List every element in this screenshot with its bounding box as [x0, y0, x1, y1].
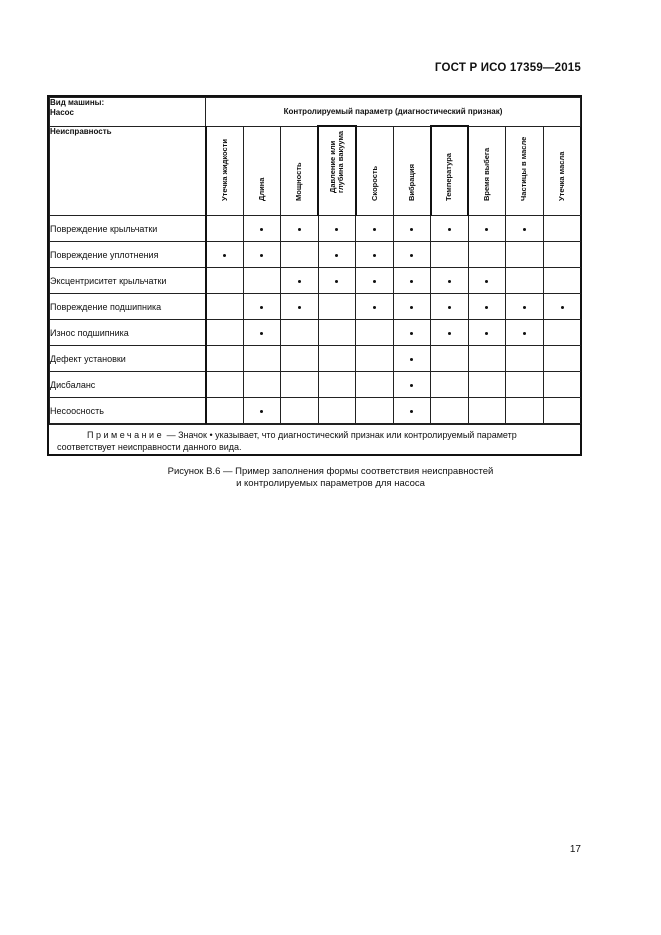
- table-row: [50, 320, 581, 346]
- mark-cell: [506, 372, 544, 398]
- mark-cell: [393, 242, 431, 268]
- mark-cell: [318, 398, 356, 424]
- mark-cell: [431, 216, 469, 242]
- mark-cell: [393, 398, 431, 424]
- fault-name: Дисбаланс: [50, 372, 206, 398]
- mark-cell: [243, 268, 281, 294]
- fault-name: Повреждение подшипника: [50, 294, 206, 320]
- mark-cell: [318, 268, 356, 294]
- param-label: Скорость: [369, 165, 379, 201]
- bullet-mark-icon: [373, 306, 376, 309]
- bullet-mark-icon: [523, 228, 526, 231]
- bullet-mark-icon: [448, 280, 451, 283]
- table-row: [50, 242, 581, 268]
- mark-cell: [506, 398, 544, 424]
- param-label: Длина: [256, 177, 266, 201]
- bullet-mark-icon: [410, 358, 413, 361]
- mark-cell: [206, 268, 244, 294]
- table-note: [49, 424, 580, 454]
- param-header: [243, 126, 281, 216]
- mark-cell: [468, 294, 506, 320]
- bullet-mark-icon: [448, 228, 451, 231]
- bullet-mark-icon: [523, 306, 526, 309]
- param-header: [431, 126, 469, 216]
- mark-cell: [318, 372, 356, 398]
- mark-cell: [543, 372, 581, 398]
- mark-cell: [431, 242, 469, 268]
- mark-cell: [393, 294, 431, 320]
- mark-cell: [243, 398, 281, 424]
- mark-cell: [506, 242, 544, 268]
- bullet-mark-icon: [373, 228, 376, 231]
- fault-name: Повреждение крыльчатки: [50, 216, 206, 242]
- bullet-mark-icon: [410, 280, 413, 283]
- mark-cell: [281, 346, 319, 372]
- bullet-mark-icon: [448, 306, 451, 309]
- bullet-mark-icon: [448, 332, 451, 335]
- mark-cell: [393, 346, 431, 372]
- param-label: Утечка масла: [557, 151, 567, 201]
- table-row: [50, 268, 581, 294]
- bullet-mark-icon: [485, 280, 488, 283]
- mark-cell: [243, 294, 281, 320]
- mark-cell: [468, 372, 506, 398]
- page-number: 17: [569, 844, 581, 855]
- mark-cell: [281, 294, 319, 320]
- mark-cell: [506, 268, 544, 294]
- param-label: Частицы в масле: [519, 136, 529, 201]
- mark-cell: [356, 216, 394, 242]
- mark-cell: [543, 320, 581, 346]
- mark-cell: [281, 320, 319, 346]
- mark-cell: [393, 320, 431, 346]
- mark-cell: [318, 242, 356, 268]
- bullet-mark-icon: [410, 410, 413, 413]
- bullet-mark-icon: [485, 332, 488, 335]
- bullet-mark-icon: [223, 254, 226, 257]
- table-row: [50, 398, 581, 424]
- mark-cell: [281, 372, 319, 398]
- table-row: [50, 294, 581, 320]
- mark-cell: [206, 320, 244, 346]
- param-header: [468, 126, 506, 216]
- table-row: [50, 372, 581, 398]
- param-header: [393, 126, 431, 216]
- bullet-mark-icon: [410, 254, 413, 257]
- mark-cell: [393, 268, 431, 294]
- param-header: [506, 126, 544, 216]
- mark-cell: [468, 320, 506, 346]
- bullet-mark-icon: [260, 410, 263, 413]
- mark-cell: [506, 216, 544, 242]
- mark-cell: [206, 398, 244, 424]
- mark-cell: [431, 346, 469, 372]
- bullet-mark-icon: [260, 332, 263, 335]
- mark-cell: [243, 216, 281, 242]
- param-header: [206, 126, 244, 216]
- table-row: [50, 216, 581, 242]
- table-row: [50, 346, 581, 372]
- mark-cell: [468, 398, 506, 424]
- mark-cell: [318, 294, 356, 320]
- caption-line-1: Рисунок В.6 — Пример заполнения формы соответствия неисправностей: [167, 466, 494, 477]
- param-label: Вибрация: [406, 163, 416, 201]
- bullet-mark-icon: [335, 280, 338, 283]
- mark-cell: [206, 242, 244, 268]
- fault-name: Эксцентриситет крыльчатки: [50, 268, 206, 294]
- mark-cell: [281, 216, 319, 242]
- param-label: Мощность: [294, 162, 303, 201]
- bullet-mark-icon: [298, 280, 301, 283]
- param-label: Время выбега: [482, 147, 491, 201]
- mark-cell: [356, 320, 394, 346]
- bullet-mark-icon: [260, 254, 263, 257]
- bullet-mark-icon: [298, 228, 301, 231]
- mark-cell: [318, 320, 356, 346]
- mark-cell: [431, 398, 469, 424]
- bullet-mark-icon: [373, 280, 376, 283]
- fault-parameter-table-frame: [47, 95, 582, 456]
- mark-cell: [468, 268, 506, 294]
- mark-cell: [281, 242, 319, 268]
- mark-cell: [431, 372, 469, 398]
- fault-parameter-table: [49, 97, 581, 424]
- mark-cell: [206, 216, 244, 242]
- mark-cell: [243, 320, 281, 346]
- mark-cell: [468, 242, 506, 268]
- param-label: Утечка жидкости: [219, 139, 229, 201]
- bullet-mark-icon: [260, 228, 263, 231]
- fault-name: Повреждение уплотнения: [50, 242, 206, 268]
- bullet-mark-icon: [373, 254, 376, 257]
- mark-cell: [243, 346, 281, 372]
- mark-cell: [506, 346, 544, 372]
- mark-cell: [206, 346, 244, 372]
- param-header: [281, 126, 319, 216]
- mark-cell: [543, 242, 581, 268]
- bullet-mark-icon: [335, 228, 338, 231]
- mark-cell: [206, 294, 244, 320]
- mark-cell: [356, 346, 394, 372]
- params-group-header: Контролируемый параметр (диагностический признак): [206, 98, 581, 127]
- mark-cell: [393, 216, 431, 242]
- mark-cell: [243, 242, 281, 268]
- bullet-mark-icon: [410, 332, 413, 335]
- fault-name: Износ подшипника: [50, 320, 206, 346]
- bullet-mark-icon: [298, 306, 301, 309]
- mark-cell: [356, 268, 394, 294]
- mark-cell: [281, 268, 319, 294]
- machine-type-label: Вид машины:: [50, 98, 105, 107]
- mark-cell: [243, 372, 281, 398]
- mark-cell: [543, 346, 581, 372]
- fault-name: Несоосность: [50, 398, 206, 424]
- caption-line-2: и контролируемых параметров для насоса: [236, 478, 425, 489]
- bullet-mark-icon: [410, 228, 413, 231]
- param-header: [543, 126, 581, 216]
- bullet-mark-icon: [335, 254, 338, 257]
- mark-cell: [543, 398, 581, 424]
- mark-cell: [281, 398, 319, 424]
- mark-cell: [356, 372, 394, 398]
- mark-cell: [206, 372, 244, 398]
- mark-cell: [431, 320, 469, 346]
- param-header: [356, 126, 394, 216]
- mark-cell: [506, 294, 544, 320]
- mark-cell: [431, 268, 469, 294]
- fault-name: Дефект установки: [50, 346, 206, 372]
- mark-cell: [468, 346, 506, 372]
- bullet-mark-icon: [260, 306, 263, 309]
- mark-cell: [431, 294, 469, 320]
- mark-cell: [318, 216, 356, 242]
- mark-cell: [318, 346, 356, 372]
- mark-cell: [356, 242, 394, 268]
- bullet-mark-icon: [410, 384, 413, 387]
- fault-rows: [50, 216, 581, 424]
- bullet-mark-icon: [485, 228, 488, 231]
- mark-cell: [543, 294, 581, 320]
- machine-type-value: Насос: [50, 108, 74, 117]
- param-header: [318, 126, 356, 216]
- mark-cell: [543, 216, 581, 242]
- machine-type-cell: [50, 98, 206, 127]
- fault-column-header: Неисправность: [50, 126, 206, 216]
- figure-caption: [0, 466, 661, 490]
- mark-cell: [543, 268, 581, 294]
- bullet-mark-icon: [410, 306, 413, 309]
- bullet-mark-icon: [523, 332, 526, 335]
- mark-cell: [468, 216, 506, 242]
- mark-cell: [506, 320, 544, 346]
- note-text: — Значок • указывает, что диагностический признак или контролируемый параметр соответствует неисправности данного вида.: [57, 430, 517, 452]
- standard-header: ГОСТ Р ИСО 17359—2015: [434, 62, 581, 74]
- param-label: Температура: [444, 153, 454, 201]
- bullet-mark-icon: [485, 306, 488, 309]
- bullet-mark-icon: [561, 306, 564, 309]
- mark-cell: [393, 372, 431, 398]
- param-label: Давление или глубина вакуума: [327, 130, 345, 193]
- mark-cell: [356, 294, 394, 320]
- mark-cell: [356, 398, 394, 424]
- note-label: Примечание: [87, 430, 165, 440]
